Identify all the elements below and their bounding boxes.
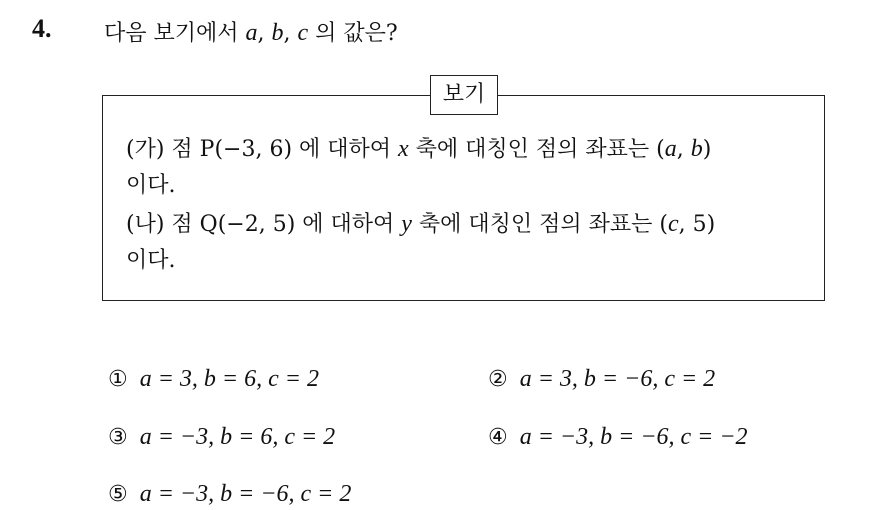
condition-ga-comma: , [676, 137, 691, 162]
condition-na-cont: 이다. [126, 248, 176, 273]
var-b: b [271, 20, 284, 46]
condition-ga-cont: 이다. [126, 173, 176, 198]
choice-5-text: a = −3, b = −6, c = 2 [139, 481, 352, 507]
question-text [104, 16, 398, 47]
choice-2[interactable] [488, 366, 715, 393]
choice-4-number: ④ [488, 425, 508, 450]
choice-2-number: ② [488, 367, 508, 392]
var-c: c [297, 20, 309, 46]
choice-3[interactable] [108, 424, 335, 451]
condition-ga-end: ) [702, 137, 712, 162]
choice-1[interactable] [108, 366, 319, 393]
condition-ga-line [126, 132, 711, 163]
condition-na-end: , 5) [678, 212, 716, 237]
choice-1-number: ① [108, 367, 128, 392]
example-box [102, 95, 825, 301]
example-box-label: 보기 [430, 75, 498, 115]
condition-ga-axis: x [398, 136, 409, 162]
choice-2-text: a = 3, b = −6, c = 2 [519, 366, 716, 392]
condition-na-axis: y [401, 211, 412, 237]
condition-ga-var-b: b [690, 136, 703, 162]
question-sep-1: , [257, 21, 272, 46]
var-a: a [245, 20, 258, 46]
condition-na-start: (나) 점 Q(−2, 5) 에 대하여 [126, 212, 402, 237]
question-number: 4. [32, 14, 52, 43]
choice-3-number: ③ [108, 425, 128, 450]
question-prefix: 다음 보기에서 [104, 21, 246, 46]
condition-ga-var-a: a [664, 136, 677, 162]
choice-4[interactable] [488, 424, 748, 451]
condition-na-line [126, 207, 715, 238]
condition-na-mid: 축에 대칭인 점의 좌표는 ( [411, 212, 668, 237]
condition-ga-start: (가) 점 P(−3, 6) 에 대하여 [126, 137, 399, 162]
choice-1-text: a = 3, b = 6, c = 2 [139, 366, 319, 392]
condition-ga-mid: 축에 대칭인 점의 좌표는 ( [408, 137, 665, 162]
choice-4-text: a = −3, b = −6, c = −2 [519, 424, 748, 450]
question-suffix: 의 값은? [308, 21, 398, 46]
choice-3-text: a = −3, b = 6, c = 2 [139, 424, 336, 450]
question-sep-2: , [283, 21, 298, 46]
choice-5[interactable] [108, 481, 351, 508]
choice-5-number: ⑤ [108, 482, 128, 507]
condition-na-var-c: c [668, 211, 679, 237]
